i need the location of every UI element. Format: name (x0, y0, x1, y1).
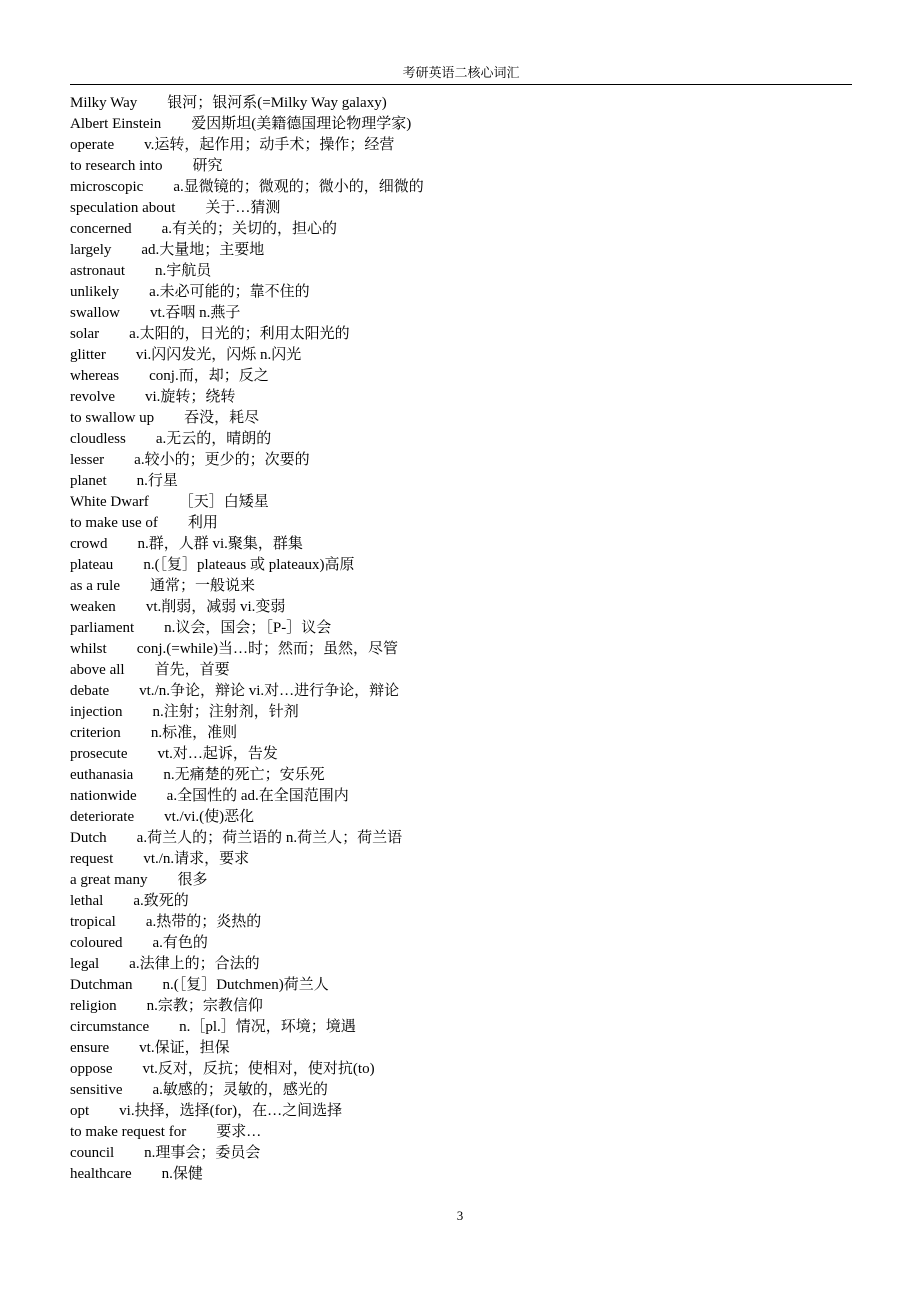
entry-definition: n.群，人群 vi.聚集，群集 (137, 536, 303, 552)
vocabulary-entry (70, 135, 850, 156)
entry-term: religion (70, 998, 117, 1014)
entry-term: above all (70, 662, 125, 678)
vocabulary-entry (70, 219, 850, 240)
entry-term: request (70, 851, 114, 867)
entry-definition: vt./vi.(使)恶化 (164, 809, 255, 825)
entry-definition: n.议会，国会；［P-］议会 (164, 620, 332, 636)
entry-definition: a.致死的 (133, 893, 189, 909)
vocabulary-entry (70, 261, 850, 282)
vocabulary-entry (70, 513, 850, 534)
entry-definition: n.无痛楚的死亡；安乐死 (163, 767, 325, 783)
entry-term: parliament (70, 620, 135, 636)
vocabulary-entry (70, 408, 850, 429)
entry-term: Milky Way (70, 95, 138, 111)
entry-term: lesser (70, 452, 105, 468)
vocabulary-entry (70, 366, 850, 387)
vocabulary-entry (70, 240, 850, 261)
entry-definition: a.太阳的，日光的；利用太阳光的 (129, 326, 350, 342)
vocabulary-entry (70, 198, 850, 219)
vocabulary-list (70, 93, 850, 1185)
vocabulary-entry (70, 975, 850, 996)
entry-definition: n.宇航员 (154, 263, 212, 279)
entry-term: plateau (70, 557, 114, 573)
vocabulary-entry (70, 534, 850, 555)
vocabulary-entry (70, 765, 850, 786)
vocabulary-entry (70, 744, 850, 765)
entry-definition: 很多 (177, 872, 208, 888)
entry-definition: n.注射；注射剂，针剂 (152, 704, 299, 720)
vocabulary-entry (70, 303, 850, 324)
entry-term: Dutchman (70, 977, 133, 993)
entry-term: oppose (70, 1061, 113, 1077)
vocabulary-entry (70, 1080, 850, 1101)
vocabulary-entry (70, 1122, 850, 1143)
entry-term: speculation about (70, 200, 176, 216)
entry-definition: ad.大量地；主要地 (141, 242, 265, 258)
entry-definition: a.显微镜的；微观的；微小的，细微的 (173, 179, 424, 195)
entry-term: opt (70, 1103, 90, 1119)
entry-term: debate (70, 683, 110, 699)
vocabulary-entry (70, 345, 850, 366)
entry-term: unlikely (70, 284, 120, 300)
page-number: 3 (456, 1208, 464, 1223)
vocabulary-entry (70, 828, 850, 849)
entry-term: weaken (70, 599, 116, 615)
vocabulary-entry (70, 618, 850, 639)
entry-term: criterion (70, 725, 121, 741)
entry-definition: a.荷兰人的；荷兰语的 n.荷兰人；荷兰语 (136, 830, 403, 846)
entry-definition: 银河；银河系(=Milky Way galaxy) (167, 95, 387, 111)
vocabulary-entry (70, 114, 850, 135)
entry-definition: 通常；一般说来 (149, 578, 255, 594)
entry-definition: a.无云的，晴朗的 (155, 431, 272, 447)
vocabulary-entry (70, 1164, 850, 1185)
vocabulary-entry (70, 387, 850, 408)
entry-definition: a.全国性的 ad.在全国范围内 (166, 788, 349, 804)
entry-term: Dutch (70, 830, 107, 846)
entry-term: council (70, 1145, 115, 1161)
entry-term: glitter (70, 347, 106, 363)
entry-term: to make use of (70, 515, 158, 531)
entry-definition: vt.保证，担保 (139, 1040, 230, 1056)
entry-term: planet (70, 473, 107, 489)
entry-definition: a.有色的 (152, 935, 208, 951)
vocabulary-entry (70, 282, 850, 303)
entry-definition: ［天］白矮星 (178, 494, 269, 510)
entry-definition: 要求… (216, 1124, 262, 1140)
vocabulary-entry (70, 639, 850, 660)
entry-definition: conj.而，却；反之 (149, 368, 269, 384)
entry-term: tropical (70, 914, 116, 930)
entry-definition: 首先，首要 (154, 662, 230, 678)
entry-definition: a.敏感的；灵敏的，感光的 (152, 1082, 328, 1098)
vocabulary-entry (70, 849, 850, 870)
entry-definition: a.热带的；炎热的 (145, 914, 262, 930)
entry-definition: n.行星 (136, 473, 178, 489)
entry-term: to make request for (70, 1124, 187, 1140)
vocabulary-entry (70, 324, 850, 345)
entry-term: to research into (70, 158, 163, 174)
entry-term: astronaut (70, 263, 125, 279)
entry-term: cloudless (70, 431, 126, 447)
entry-term: whilst (70, 641, 107, 657)
vocabulary-entry (70, 597, 850, 618)
entry-term: crowd (70, 536, 108, 552)
entry-definition: vi.闪闪发光，闪烁 n.闪光 (135, 347, 302, 363)
vocabulary-entry (70, 660, 850, 681)
entry-term: healthcare (70, 1166, 132, 1182)
vocabulary-entry (70, 1059, 850, 1080)
entry-definition: n.保健 (161, 1166, 203, 1182)
vocabulary-entry (70, 450, 850, 471)
entry-definition: v.运转，起作用；动手术；操作；经营 (144, 137, 395, 153)
entry-term: concerned (70, 221, 132, 237)
entry-definition: 爱因斯坦(美籍德国理论物理学家) (191, 116, 412, 132)
entry-term: as a rule (70, 578, 120, 594)
entry-term: prosecute (70, 746, 128, 762)
entry-term: revolve (70, 389, 115, 405)
entry-definition: vi.抉择，选择(for)，在…之间选择 (119, 1103, 343, 1119)
vocabulary-entry (70, 723, 850, 744)
entry-definition: a.未必可能的；靠不住的 (149, 284, 310, 300)
entry-term: ensure (70, 1040, 110, 1056)
entry-term: swallow (70, 305, 120, 321)
entry-definition: vt.削弱，减弱 vi.变弱 (145, 599, 286, 615)
entry-definition: vt./n.请求，要求 (143, 851, 250, 867)
vocabulary-entry (70, 891, 850, 912)
vocabulary-entry (70, 1038, 850, 1059)
entry-term: circumstance (70, 1019, 150, 1035)
entry-term: injection (70, 704, 123, 720)
vocabulary-entry (70, 576, 850, 597)
entry-term: legal (70, 956, 100, 972)
entry-definition: vt./n.争论，辩论 vi.对…进行争论，辩论 (139, 683, 400, 699)
entry-definition: n.理事会；委员会 (144, 1145, 261, 1161)
page-header-title: 考研英语二核心词汇 (402, 65, 520, 80)
entry-term: to swallow up (70, 410, 155, 426)
entry-term: deteriorate (70, 809, 135, 825)
entry-definition: n.［pl.］情况，环境；境遇 (179, 1019, 356, 1035)
vocabulary-entry (70, 555, 850, 576)
vocabulary-entry (70, 471, 850, 492)
vocabulary-entry (70, 1101, 850, 1122)
entry-term: White Dwarf (70, 494, 149, 510)
entry-definition: vt.对…起诉，告发 (157, 746, 278, 762)
vocabulary-entry (70, 492, 850, 513)
vocabulary-entry (70, 954, 850, 975)
vocabulary-entry (70, 429, 850, 450)
entry-definition: vi.旋转；绕转 (144, 389, 236, 405)
entry-term: coloured (70, 935, 123, 951)
entry-term: sensitive (70, 1082, 123, 1098)
entry-definition: 研究 (192, 158, 223, 174)
vocabulary-entry (70, 807, 850, 828)
vocabulary-entry (70, 870, 850, 891)
vocabulary-entry (70, 996, 850, 1017)
entry-definition: n.标准，准则 (150, 725, 238, 741)
entry-definition: a.较小的；更少的；次要的 (134, 452, 310, 468)
entry-term: a great many (70, 872, 148, 888)
vocabulary-entry (70, 93, 850, 114)
header-divider (70, 84, 852, 85)
entry-definition: a.法律上的；合法的 (129, 956, 260, 972)
entry-term: operate (70, 137, 115, 153)
vocabulary-entry (70, 702, 850, 723)
vocabulary-entry (70, 177, 850, 198)
vocabulary-entry (70, 933, 850, 954)
vocabulary-entry (70, 912, 850, 933)
vocabulary-entry (70, 681, 850, 702)
entry-definition: vt.吞咽 n.燕子 (150, 305, 241, 321)
entry-definition: a.有关的；关切的，担心的 (161, 221, 338, 237)
entry-term: solar (70, 326, 100, 342)
entry-definition: conj.(=while)当…时；然而；虽然，尽管 (136, 641, 399, 657)
entry-term: whereas (70, 368, 120, 384)
entry-definition: n.(［复］plateaus 或 plateaux)高原 (143, 557, 355, 573)
entry-term: nationwide (70, 788, 137, 804)
entry-definition: 吞没，耗尽 (184, 410, 260, 426)
vocabulary-entry (70, 786, 850, 807)
vocabulary-entry (70, 1143, 850, 1164)
entry-definition: 关于…猜测 (205, 200, 281, 216)
vocabulary-entry (70, 1017, 850, 1038)
entry-term: largely (70, 242, 112, 258)
entry-term: lethal (70, 893, 104, 909)
entry-definition: 利用 (187, 515, 218, 531)
entry-term: euthanasia (70, 767, 134, 783)
entry-term: microscopic (70, 179, 144, 195)
entry-definition: vt.反对，反抗；使相对，使对抗(to) (142, 1061, 375, 1077)
entry-term: Albert Einstein (70, 116, 162, 132)
entry-definition: n.宗教；宗教信仰 (146, 998, 263, 1014)
entry-definition: n.(［复］Dutchmen)荷兰人 (162, 977, 329, 993)
vocabulary-entry (70, 156, 850, 177)
